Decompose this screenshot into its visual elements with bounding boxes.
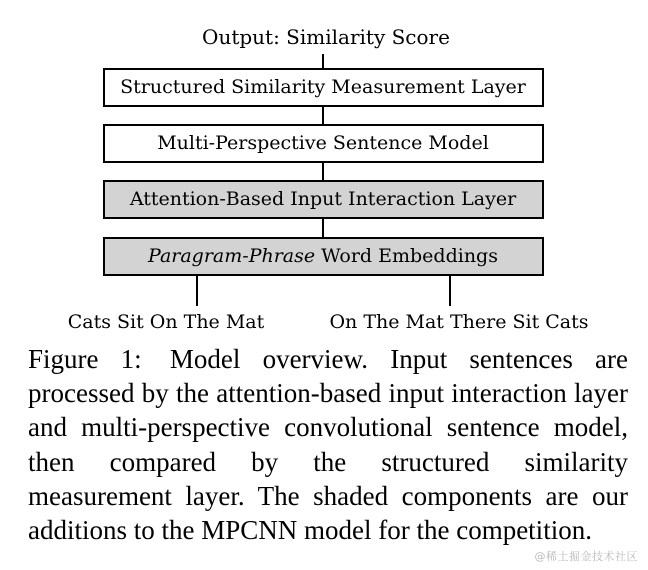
watermark: @稀土掘金技术社区 bbox=[534, 550, 638, 563]
output-label: Output: Similarity Score bbox=[202, 25, 450, 49]
input-sentence-left: Cats Sit On The Mat bbox=[67, 311, 265, 333]
layer-label-word-embeddings-rest: Word Embeddings bbox=[315, 245, 498, 267]
figure-caption bbox=[28, 342, 628, 547]
layer-label-sentence-model: Multi-Perspective Sentence Model bbox=[157, 132, 489, 154]
layer-label-attention-interaction: Attention-Based Input Interaction Layer bbox=[129, 188, 517, 210]
input-sentence-right: On The Mat There Sit Cats bbox=[329, 311, 589, 333]
layer-label-similarity-measurement: Structured Similarity Measurement Layer bbox=[120, 76, 526, 98]
figure-caption-text: Model overview. Input sentences are processed by the attention-based input interaction layer and multi-perspective convolutional sentence model, then compared by the structured similarity measurement layer. The shaded components are our additions to the MPCNN model for the competition. bbox=[28, 344, 629, 546]
layer-label-word-embeddings bbox=[147, 245, 498, 267]
layer-label-word-embeddings-italic: Paragram-Phrase bbox=[148, 245, 316, 267]
figure-caption-label: Figure 1: bbox=[28, 344, 142, 374]
